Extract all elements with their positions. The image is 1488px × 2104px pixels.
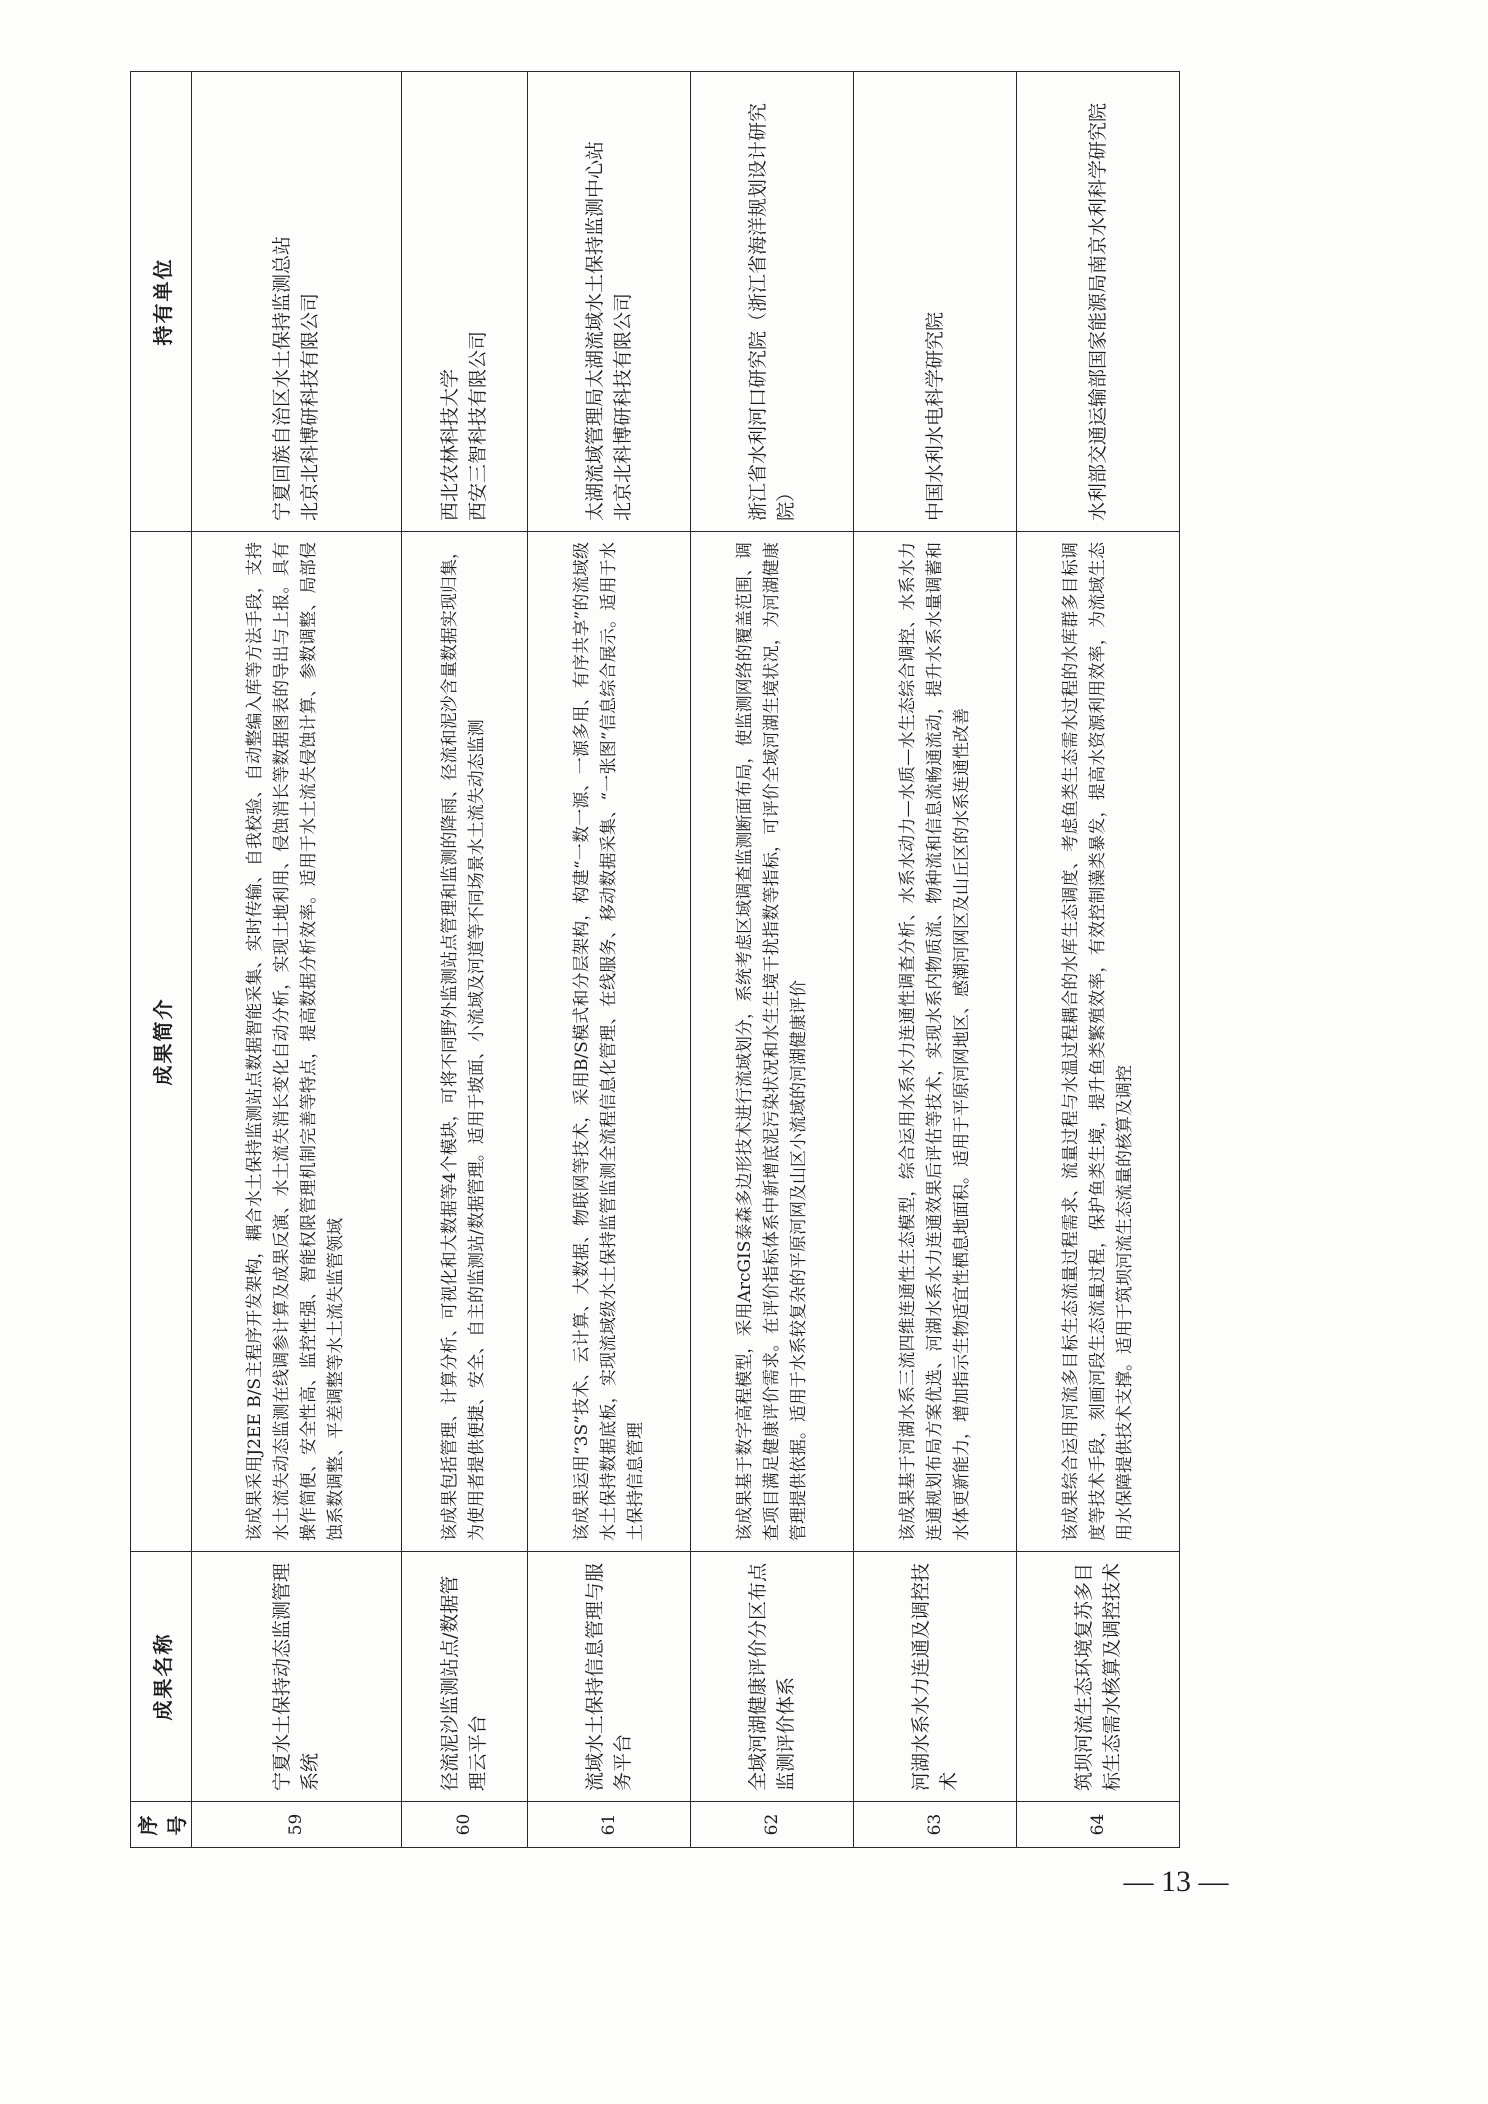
owner-unit: 宁夏回族自治区水土保持监测总站 北京北科博研科技有限公司: [192, 72, 402, 532]
achievement-description: 该成果运用“3S”技术、云计算、大数据、物联网等技术，采用B/S模式和分层架构，构建“一数一源、一源多用、有序共享”的流域级水土保持数据底板，实现流域级水土保持监管监测全流程信息化管理、在线服务、移动数据采集、“一张图”信息综合展示。适用于水土保持信息管理: [528, 532, 691, 1552]
row-number: 64: [1017, 1802, 1180, 1848]
header-owner: 持有单位: [131, 72, 192, 532]
row-number: 63: [854, 1802, 1017, 1848]
row-number: 60: [401, 1802, 528, 1848]
achievement-name: 宁夏水土保持动态监测管理系统: [192, 1552, 402, 1802]
header-desc: 成果简介: [131, 532, 192, 1552]
table-row: [1017, 72, 1180, 1848]
achievement-description: 该成果基于河湖水系三流四维连通性生态模型，综合运用水系水力连通性调查分析、水系水动力—水质—水生态综合调控、水系水力连通规划布局方案优选、河湖水系水力连通效果后评估等技术，实现水系内物质流、物种流和信息流畅通流动，提升水系水量调蓄和水体更新能力，增加指示生物适宜性栖息地面积。适用于平原河网地区、感潮河网区及山丘区的水系连通性改善: [854, 532, 1017, 1552]
owner-unit: 西北农林科技大学 西安三智科技有限公司: [401, 72, 528, 532]
achievements-table: [130, 71, 1180, 1848]
achievement-description: 该成果包括管理、计算分析、可视化和大数据等4个模块，可将不同野外监测站点管理和监测的降雨、径流和泥沙含量数据实现归集，为使用者提供便捷、安全、自主的监测站/数据管理。适用于坡面、小流域及河道等不同场景水土流失动态监测: [401, 532, 528, 1552]
owner-unit: 中国水利水电科学研究院: [854, 72, 1017, 532]
achievement-name: 全域河湖健康评价分区布点监测评价体系: [691, 1552, 854, 1802]
table-row: [528, 72, 691, 1848]
achievement-name: 河湖水系水力连通及调控技术: [854, 1552, 1017, 1802]
table-header-row: [131, 72, 192, 1848]
achievement-name: 筑坝河流生态环境复苏多目标生态需水核算及调控技术: [1017, 1552, 1180, 1802]
table-row: [854, 72, 1017, 1848]
row-number: 61: [528, 1802, 691, 1848]
table-row: [691, 72, 854, 1848]
row-number: 59: [192, 1802, 402, 1848]
achievement-name: 径流泥沙监测站点/数据管理云平台: [401, 1552, 528, 1802]
table-row: [192, 72, 402, 1848]
owner-unit: 水利部交通运输部国家能源局南京水利科学研究院: [1017, 72, 1180, 532]
rotated-page-content: [130, 72, 1180, 1848]
achievement-description: 该成果综合运用河流多目标生态流量过程需求、流量过程与水温过程耦合的水库生态调度、考虑鱼类生态需水过程的水库群多目标调度等技术手段，刻画河段生态流量过程，保护鱼类生境，提升鱼类繁殖效率，有效控制藻类暴发，提高水资源利用效率，为流域生态用水保障提供技术支撑。适用于筑坝河流生态流量的核算及调控: [1017, 532, 1180, 1552]
achievement-description: 该成果基于数字高程模型，采用ArcGIS泰森多边形技术进行流域划分，系统考虑区域调查监测断面布局，使监测网络的覆盖范围、调查项目满足健康评价需求。在评价指标体系中新增底泥污染状况和水生生境干扰指数等指标，可评价全域河湖生境状况，为河湖健康管理提供依据。适用于水系较复杂的平原河网及山区小流域的河湖健康评价: [691, 532, 854, 1552]
table-row: [401, 72, 528, 1848]
achievement-name: 流域水土保持信息管理与服务平台: [528, 1552, 691, 1802]
header-name: 成果名称: [131, 1552, 192, 1802]
owner-unit: 浙江省水利河口研究院（浙江省海洋规划设计研究院）: [691, 72, 854, 532]
row-number: 62: [691, 1802, 854, 1848]
header-no: 序号: [131, 1802, 192, 1848]
achievement-description: 该成果采用J2EE B/S主程序开发架构，耦合水土保持监测站点数据智能采集、实时传输、自我校验、自动整编入库等方法手段，支持水土流失动态监测在线调参计算及成果反演、水土流失消长变化自动分析，实现土地利用、侵蚀消长等数据图表的导出与上报。具有操作简便、安全性高、监控性强、智能权限管理机制完善等特点，提高数据分析效率。适用于水土流失侵蚀计算、参数调整、局部侵蚀系数调整、平差调整等水土流失监管领域: [192, 532, 402, 1552]
owner-unit: 太湖流域管理局太湖流域水土保持监测中心站 北京北科博研科技有限公司: [528, 72, 691, 532]
page-number: — 13 —: [1123, 1865, 1229, 1898]
